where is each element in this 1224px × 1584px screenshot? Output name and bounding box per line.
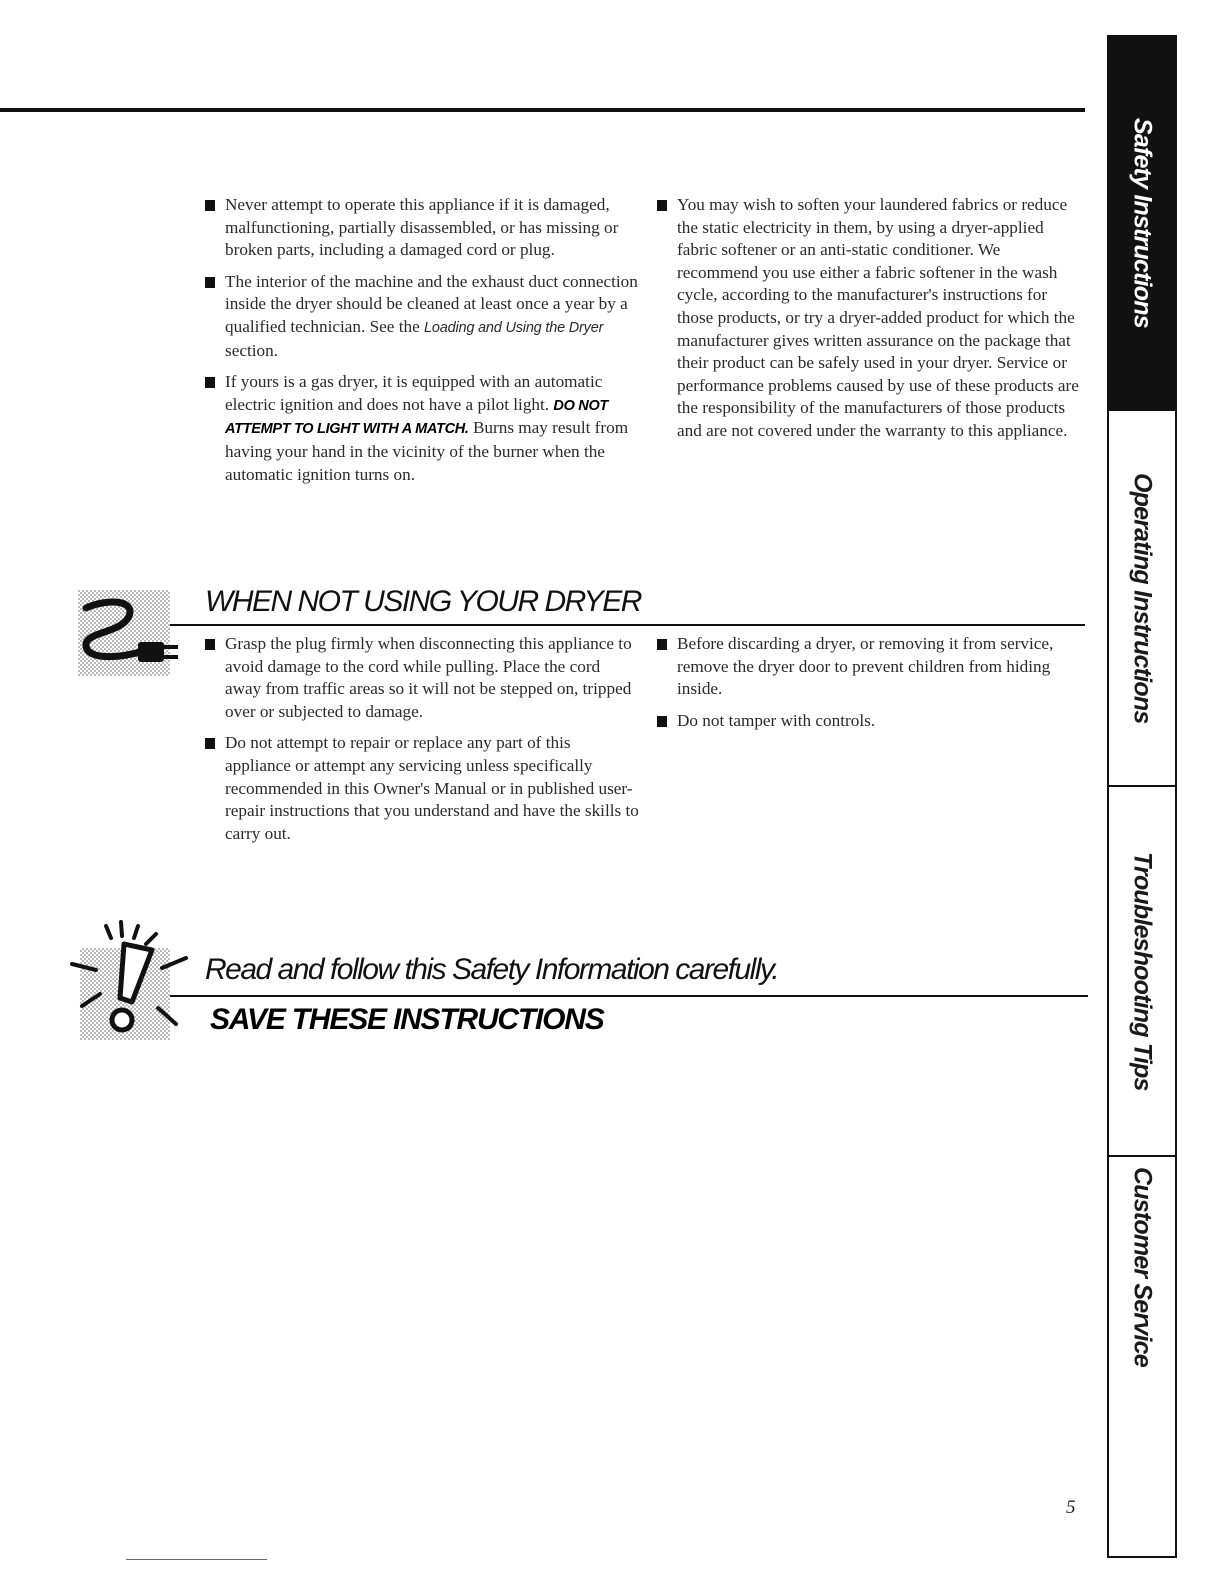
list-item: [655, 194, 1085, 443]
tab-troubleshooting-tips[interactable]: [1109, 787, 1175, 1155]
item-text: You may wish to soften your laundered fabrics or reduce the static electricity in them, by using a dryer-applied fabric softener or an anti-static conditioner. We recommend you use either a fabric softener in the wash cycle, according to the manufacturer's instructions for those products, or try a dryer-added product for which the manufacturer gives written assurance on the package that their product can be safely used in your dryer. Service or performance problems caused by use of these products are the responsibility of the manufacturers of those products and are not covered under the warranty to this appliance.: [677, 195, 1079, 440]
list-item: [203, 633, 639, 723]
save-instructions-heading: SAVE THESE INSTRUCTIONS: [210, 1003, 604, 1036]
side-tab-strip: [1107, 35, 1177, 1558]
item-text: Do not attempt to repair or replace any part of this appliance or attempt any servicing unless specifically recommended in this Owner's Manual or in published user-repair instructions that you understand and have the skills to carry out.: [225, 733, 639, 843]
notice-rule: [170, 995, 1088, 997]
warning-text: DO NOT ATTEMPT TO LIGHT WITH A MATCH.: [225, 397, 608, 438]
tab-label: Troubleshooting Tips: [1128, 851, 1157, 1091]
item-text: Do not tamper with controls.: [677, 710, 876, 730]
list-item: [203, 194, 639, 262]
section-rule: [170, 624, 1085, 626]
read-follow-heading: Read and follow this Safety Information carefully.: [205, 953, 779, 986]
item-text-after: section.: [225, 340, 278, 360]
item-text: If yours is a gas dryer, it is equipped with an automatic electric ignition and does not have a pilot light.: [225, 372, 603, 414]
top-rule: [0, 108, 1085, 112]
not-using-left-column: [203, 633, 639, 854]
tab-safety-instructions[interactable]: [1109, 35, 1175, 411]
tab-label: Operating Instructions: [1128, 472, 1157, 724]
not-using-right-column: [655, 633, 1085, 741]
page-number: 5: [1066, 1497, 1076, 1518]
item-text: Never attempt to operate this appliance if it is damaged, malfunctioning, partially disassembled, or has missing or broken parts, including a damaged cord or plug.: [225, 195, 619, 260]
section-heading: WHEN NOT USING YOUR DRYER: [205, 585, 641, 618]
item-text: Grasp the plug firmly when disconnecting this appliance to avoid damage to the cord while pulling. Place the cord away from traffic areas so it will not be stepped on, tripped over or subjected to damage.: [225, 634, 632, 721]
tab-label: Customer Service: [1128, 1167, 1157, 1367]
item-text-after: Burns may result from having your hand in the vicinity of the burner when the automatic ignition turns on.: [225, 418, 629, 484]
item-text: The interior of the machine and the exhaust duct connection inside the dryer should be cleaned at least once a year by a qualified technician. See the: [225, 271, 638, 336]
tab-label: Safety Instructions: [1128, 118, 1157, 328]
warning-exclamation-icon: [66, 920, 194, 1044]
tab-customer-service[interactable]: [1109, 1157, 1175, 1377]
top-right-column: [655, 194, 1085, 452]
item-text: Before discarding a dryer, or removing it from service, remove the dryer door to prevent children from hiding inside.: [677, 634, 1054, 699]
list-item: [655, 633, 1085, 701]
section-reference: Loading and Using the Dryer: [424, 319, 604, 336]
list-item: [203, 371, 639, 486]
tab-operating-instructions[interactable]: [1109, 411, 1175, 785]
list-item: [655, 710, 1085, 733]
power-plug-icon: [78, 590, 186, 678]
list-item: [203, 271, 639, 362]
list-item: [203, 732, 639, 845]
footer-link-rule: [126, 1559, 267, 1560]
top-left-column: [203, 194, 639, 495]
